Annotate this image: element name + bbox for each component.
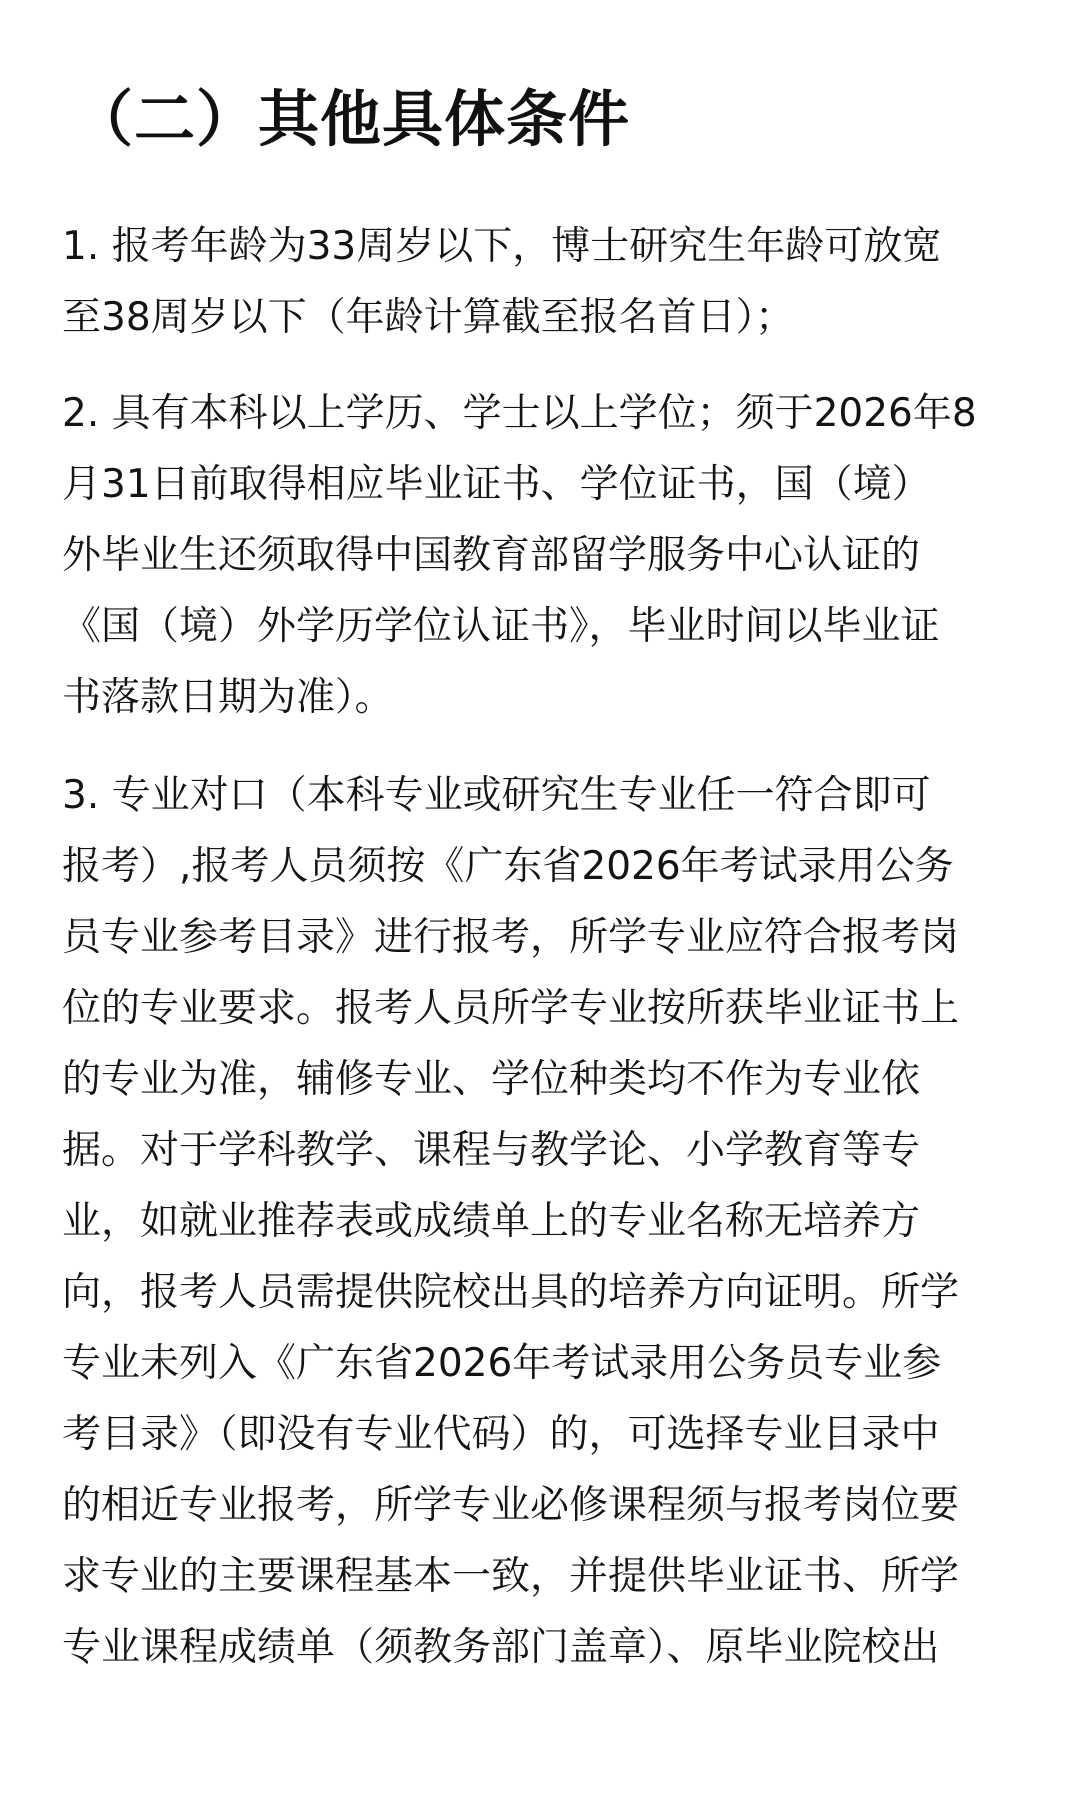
paragraph-line: 专业未列入《广东省2026年考试录用公务员专业参: [62, 1341, 942, 1386]
paragraph-line: 报考）,报考人员须按《广东省2026年考试录用公务: [62, 844, 954, 889]
paragraph-line: 书落款日期为准）。: [62, 675, 394, 720]
section-heading: （二）其他具体条件: [72, 84, 631, 155]
paragraph-line: 2. 具有本科以上学历、学士以上学位；须于2026年8: [62, 391, 977, 436]
paragraph-line: 的相近专业报考，所学专业必修课程须与报考岗位要: [62, 1483, 960, 1528]
paragraph-line: 据。对于学科教学、课程与教学论、小学教育等专: [62, 1128, 921, 1173]
paragraph-line: 专业课程成绩单（须教务部门盖章）、原毕业院校出: [62, 1625, 940, 1670]
paragraph-line: 考目录》（即没有专业代码）的，可选择专业目录中: [62, 1412, 940, 1457]
paragraph-line: 至38周岁以下（年龄计算截至报名首日）；: [62, 295, 795, 340]
paragraph-line: 员专业参考目录》进行报考，所学专业应符合报考岗: [62, 915, 960, 960]
paragraph-line: 《国（境）外学历学位认证书》，毕业时间以毕业证: [62, 604, 940, 649]
condition-item-education: [62, 378, 977, 733]
paragraph-line: 1. 报考年龄为33周岁以下，博士研究生年龄可放宽: [62, 224, 942, 269]
paragraph-line: 求专业的主要课程基本一致，并提供毕业证书、所学: [62, 1554, 960, 1599]
paragraph-line: 月31日前取得相应毕业证书、学位证书，国（境）: [62, 462, 931, 507]
condition-item-age: [62, 211, 941, 353]
paragraph-line: 向，报考人员需提供院校出具的培养方向证明。所学: [62, 1270, 960, 1315]
condition-item-major: [62, 760, 959, 1683]
paragraph-line: 3. 专业对口（本科专业或研究生专业任一符合即可: [62, 773, 931, 818]
paragraph-line: 业，如就业推荐表或成绩单上的专业名称无培养方: [62, 1199, 921, 1244]
paragraph-line: 位的专业要求。报考人员所学专业按所获毕业证书上: [62, 986, 960, 1031]
paragraph-line: 外毕业生还须取得中国教育部留学服务中心认证的: [62, 533, 921, 578]
paragraph-line: 的专业为准，辅修专业、学位种类均不作为专业依: [62, 1057, 921, 1102]
